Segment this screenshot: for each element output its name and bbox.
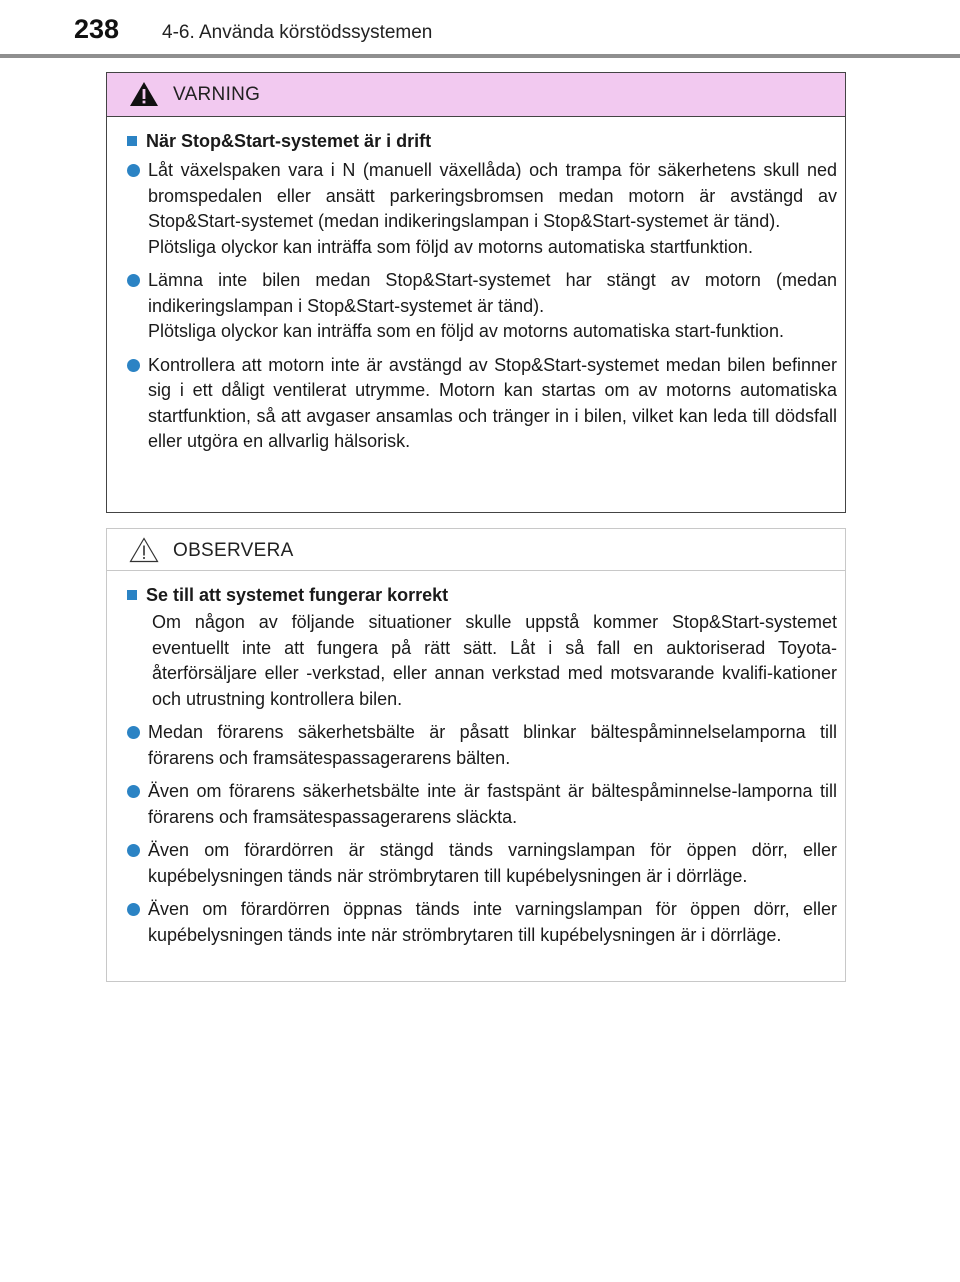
warning-item xyxy=(127,158,837,260)
notice-box xyxy=(106,528,846,982)
warning-box xyxy=(106,72,846,513)
warning-item-text: Lämna inte bilen medan Stop&Start-systemet har stängt av motorn (medan indikeringslampan i Stop&Start-systemet är tänd). xyxy=(148,270,837,316)
warning-item-text: Låt växelspaken vara i N (manuell växellåda) och trampa för säkerhetens skull ned bromspedalen eller ansätt parkeringsbromsen medan motorn är avstängd av Stop&Start-systemet (medan indikeringslampan i Stop&Start-systemet är tänd). xyxy=(148,160,837,231)
notice-title: OBSERVERA xyxy=(173,540,294,561)
warning-heading-text: När Stop&Start-systemet är i drift xyxy=(146,131,432,151)
bullet-dot-icon xyxy=(127,274,140,287)
notice-item-text: Även om förarens säkerhetsbälte inte är fastspänt är bältespåminnelse-lamporna till förarens och framsätespassagerarens släckta. xyxy=(148,781,837,827)
notice-item xyxy=(127,838,837,889)
notice-item xyxy=(127,897,837,948)
notice-item-text: Medan förarens säkerhetsbälte är påsatt blinkar bältespåminnelselamporna till förarens och framsätespassagerarens bälten. xyxy=(148,722,837,768)
square-bullet-icon xyxy=(127,590,137,600)
warning-item xyxy=(127,353,837,455)
bullet-dot-icon xyxy=(127,726,140,739)
square-bullet-icon xyxy=(127,136,137,146)
warning-header xyxy=(107,73,845,117)
warning-item xyxy=(127,268,837,345)
notice-item-text: Även om förardörren är stängd tänds varningslampan för öppen dörr, eller kupébelysningen tänds när strömbrytaren till kupébelysningen är i dörrläge. xyxy=(148,840,837,886)
warning-item-note: Plötsliga olyckor kan inträffa som en följd av motorns automatiska start-funktion. xyxy=(148,321,784,341)
section-title: 4-6. Använda körstödssystemen xyxy=(162,22,433,43)
notice-heading xyxy=(127,585,837,606)
page-number: 238 xyxy=(74,14,120,44)
bullet-dot-icon xyxy=(127,844,140,857)
notice-heading-text: Se till att systemet fungerar korrekt xyxy=(146,585,449,605)
bullet-dot-icon xyxy=(127,359,140,372)
warning-triangle-icon xyxy=(129,81,159,107)
warning-item-text: Kontrollera att motorn inte är avstängd av Stop&Start-systemet medan bilen befinner sig i ett dåligt ventilerat utrymme. Motorn kan startas om av motorns automatiska startfunktion, så att avgaser ansamlas och tränger in i bilen, vilket kan leda till dödsfall eller utgöra en allvarlig hälsorisk. xyxy=(148,354,837,451)
warning-title: VARNING xyxy=(173,84,261,105)
warning-item-note: Plötsliga olyckor kan inträffa som följd av motorns automatiska startfunktion. xyxy=(148,236,753,257)
bullet-dot-icon xyxy=(127,164,140,177)
notice-header xyxy=(107,529,845,571)
notice-item xyxy=(127,779,837,830)
notice-item-text: Även om förardörren öppnas tänds inte varningslampan för öppen dörr, eller kupébelysningen tänds inte när strömbrytaren till kupébelysningen är i dörrläge. xyxy=(148,899,837,945)
bullet-dot-icon xyxy=(127,785,140,798)
caution-triangle-outline-icon xyxy=(129,537,159,563)
header-rule xyxy=(0,54,960,58)
bullet-dot-icon xyxy=(127,903,140,916)
notice-intro: Om någon av följande situationer skulle uppstå kommer Stop&Start-systemet eventuellt inte att fungera på rätt sätt. Låt i så fall en auktoriserad Toyota-återförsäljare eller -verkstad, eller annan verkstad med motsvarande kvalifi-kationer och utrustning kontrollera bilen. xyxy=(152,612,837,709)
warning-heading xyxy=(127,131,837,152)
notice-item xyxy=(127,720,837,771)
